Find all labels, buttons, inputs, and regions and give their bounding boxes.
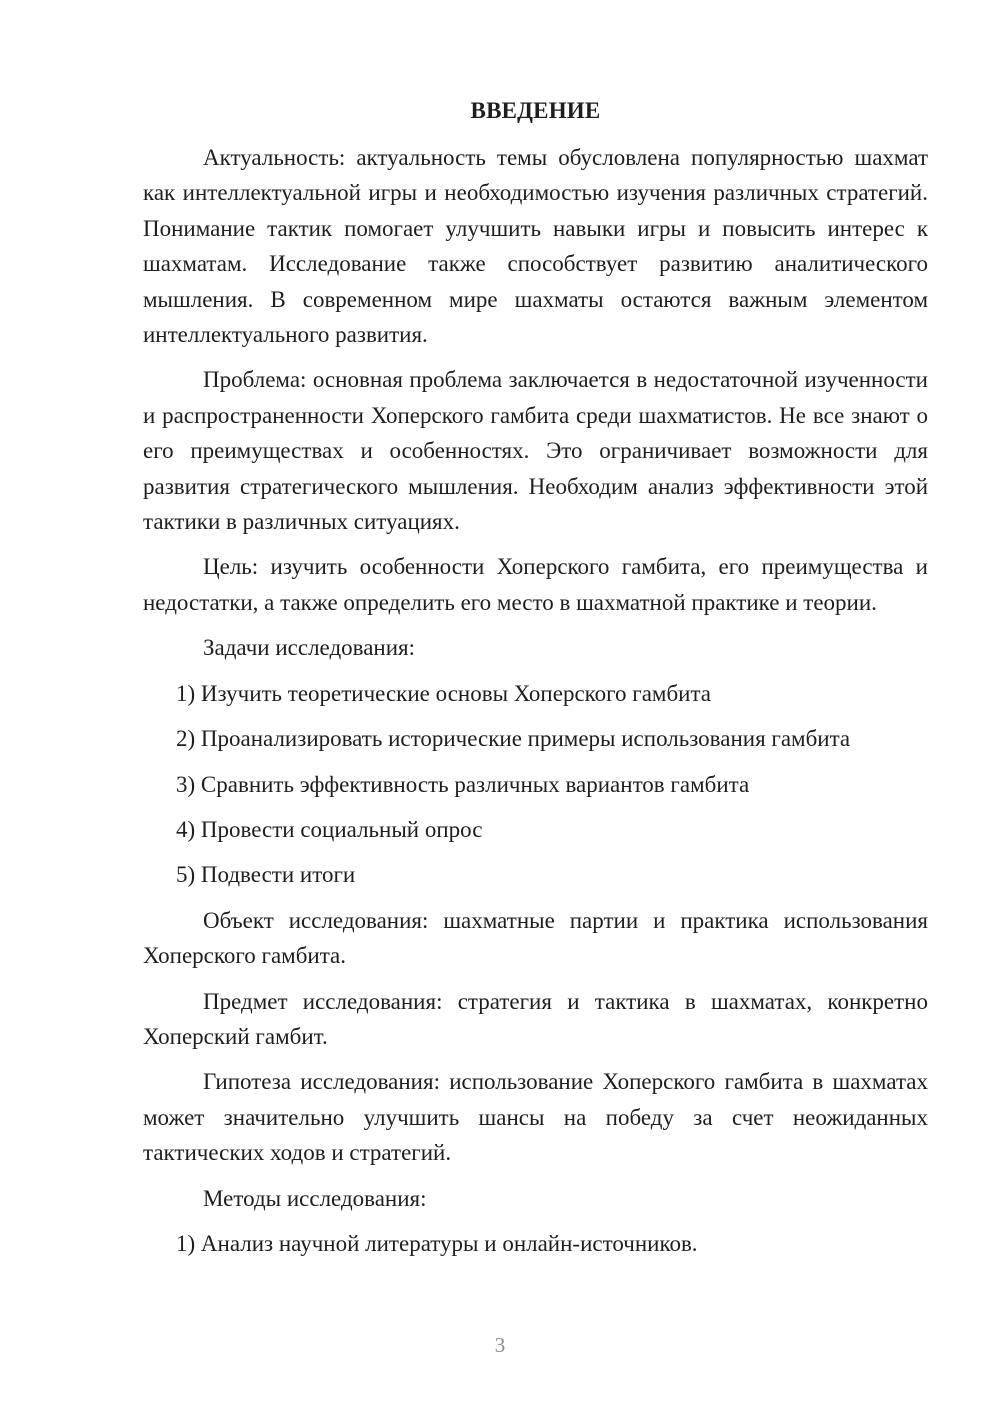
method-item: 1) Анализ научной литературы и онлайн-источников.	[176, 1230, 698, 1256]
relevance-paragraph: Актуальность: актуальность темы обусловлена популярностью шахмат как интеллектуальной игры и необходимостью изучения различных стратегий. Понимание тактик помогает улучшить навыки игры и повысить интерес к шахматам. Исследование также способствует развитию аналитического мышления. В современном мире шахматы остаются важным элементом интеллектуального развития.	[143, 145, 928, 348]
object-paragraph: Объект исследования: шахматные партии и практика использования Хоперского гамбита.	[143, 907, 928, 969]
task-item: 3) Сравнить эффективность различных вариантов гамбита	[176, 771, 750, 797]
methods-heading: Методы исследования:	[203, 1185, 427, 1211]
task-item: 2) Проанализировать исторические примеры использования гамбита	[176, 726, 851, 752]
goal-paragraph: Цель: изучить особенности Хоперского гамбита, его преимущества и недостатки, а также определить его место в шахматной практике и теории.	[143, 554, 928, 615]
subject-paragraph: Предмет исследования: стратегия и тактика в шахматах, конкретно Хоперский гамбит.	[143, 988, 928, 1049]
hypothesis-paragraph: Гипотеза исследования: использование Хоперского гамбита в шахматах может значительно улучшить шансы на победу за счет неожиданных тактических ходов и стратегий.	[143, 1069, 928, 1166]
tasks-heading: Задачи исследования:	[203, 635, 416, 661]
task-item: 5) Подвести итоги	[176, 862, 356, 888]
section-title: ВВЕДЕНИЕ	[470, 98, 601, 123]
task-item: 1) Изучить теоретические основы Хоперского гамбита	[176, 680, 712, 706]
page-content	[143, 93, 928, 1271]
task-item: 4) Провести социальный опрос	[176, 816, 483, 842]
page-number: 3	[494, 1333, 506, 1357]
problem-paragraph: Проблема: основная проблема заключается в недостаточной изученности и распространенности Хоперского гамбита среди шахматистов. Не все знают о его преимуществах и особенностях. Это ограничивает возможности для развития стратегического мышления. Необходим анализ эффективности этой тактики в различных ситуациях.	[143, 367, 928, 535]
